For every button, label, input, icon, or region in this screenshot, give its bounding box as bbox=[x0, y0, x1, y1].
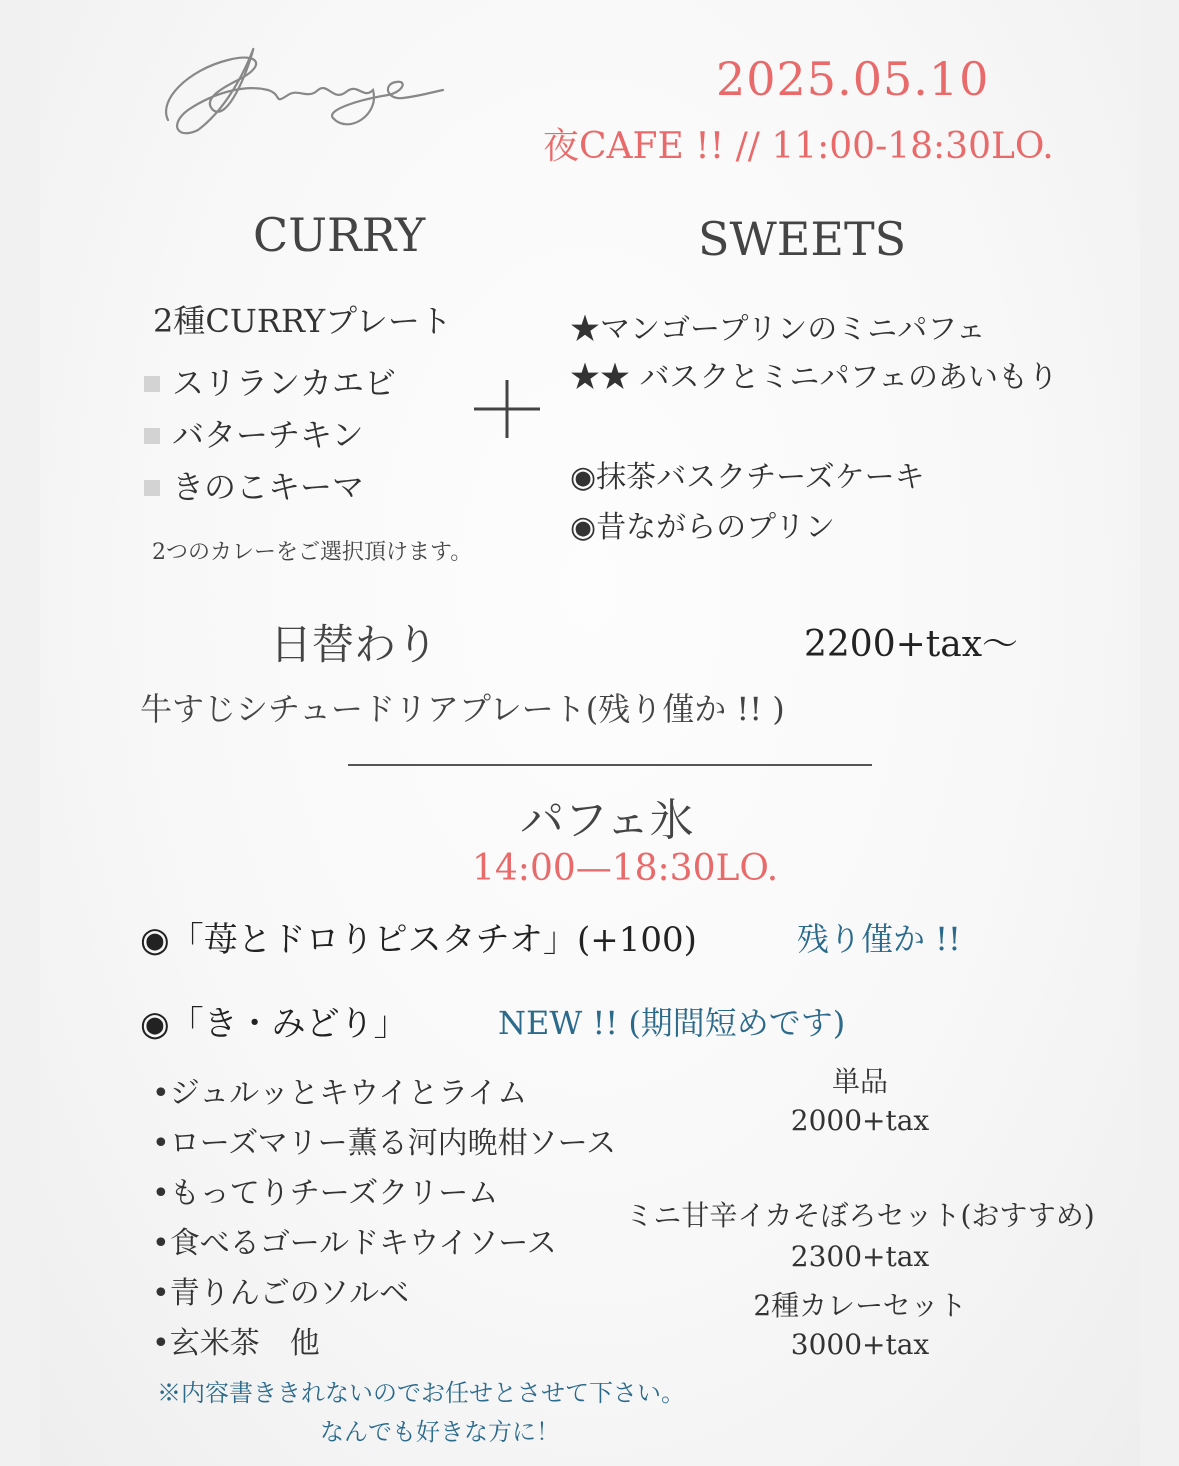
ingredient-item: •もってりチーズクリーム bbox=[152, 1176, 499, 1211]
sweets-item: ◉抹茶バスクチーズケーキ bbox=[570, 460, 925, 495]
opening-hours: 夜CAFE !! // 11:00-18:30LO. bbox=[543, 126, 1054, 167]
parfait-item-note: NEW !! (期間短めです) bbox=[498, 1004, 846, 1042]
ingredient-item: •ローズマリー薫る河内晩柑ソース bbox=[152, 1126, 617, 1161]
price-value: 3000+tax bbox=[790, 1328, 930, 1361]
daily-special-item: 牛すじシチュードリアプレート(残り僅か !! ) bbox=[140, 690, 785, 728]
garage-logo bbox=[158, 40, 448, 140]
price-label: ミニ甘辛イカそぼろセット(おすすめ) bbox=[625, 1199, 1095, 1232]
curry-option: バターチキン bbox=[144, 410, 364, 456]
curry-heading: CURRY bbox=[253, 208, 426, 262]
curry-option: きのこキーマ bbox=[144, 462, 364, 508]
curry-plate-name: 2種CURRYプレート bbox=[153, 302, 452, 340]
menu-board bbox=[40, 0, 1140, 1466]
sweets-item: ★マンゴープリンのミニパフェ bbox=[570, 312, 986, 347]
ingredient-item: •ジュルッとキウイとライム bbox=[152, 1076, 528, 1111]
daily-special-price: 2200+tax〜 bbox=[804, 624, 1019, 665]
parfait-hours: 14:00—18:30LO. bbox=[472, 848, 779, 889]
price-value: 2300+tax bbox=[790, 1240, 930, 1273]
ingredient-item: •食べるゴールドキウイソース bbox=[152, 1226, 557, 1261]
price-label: 単品 bbox=[831, 1065, 888, 1098]
parfait-item-name: ◉「き・みどり」 bbox=[140, 1004, 408, 1044]
parfait-item-note: 残り僅か !! bbox=[797, 920, 961, 958]
parfait-item-name: ◉「苺とドロりピスタチオ」(+100) bbox=[140, 920, 697, 960]
daily-special-heading: 日替わり bbox=[270, 620, 439, 669]
curry-selection-note: 2つのカレーをご選択頂けます。 bbox=[152, 540, 473, 565]
price-label: 2種カレーセット bbox=[753, 1289, 967, 1322]
footnote: なんでも好きな方に！ bbox=[320, 1418, 560, 1446]
event-date: 2025.05.10 bbox=[716, 52, 990, 106]
curry-option: スリランカエビ bbox=[144, 358, 396, 404]
sweets-heading: SWEETS bbox=[698, 212, 907, 266]
footnote: ※内容書ききれないのでお任せとさせて下さい。 bbox=[157, 1379, 685, 1407]
ingredient-item: •玄米茶 他 bbox=[152, 1326, 320, 1361]
price-value: 2000+tax bbox=[790, 1104, 930, 1137]
section-divider bbox=[348, 764, 872, 766]
ingredient-item: •青りんごのソルベ bbox=[152, 1276, 410, 1311]
parfait-heading: パフェ氷 bbox=[520, 795, 694, 846]
square-bullet-icon bbox=[144, 376, 160, 392]
square-bullet-icon bbox=[144, 428, 160, 444]
square-bullet-icon bbox=[144, 480, 160, 496]
sweets-item: ◉昔ながらのプリン bbox=[570, 510, 835, 545]
sweets-item: ★★ バスクとミニパフェのあいもり bbox=[570, 360, 1059, 395]
plus-icon bbox=[472, 378, 542, 440]
